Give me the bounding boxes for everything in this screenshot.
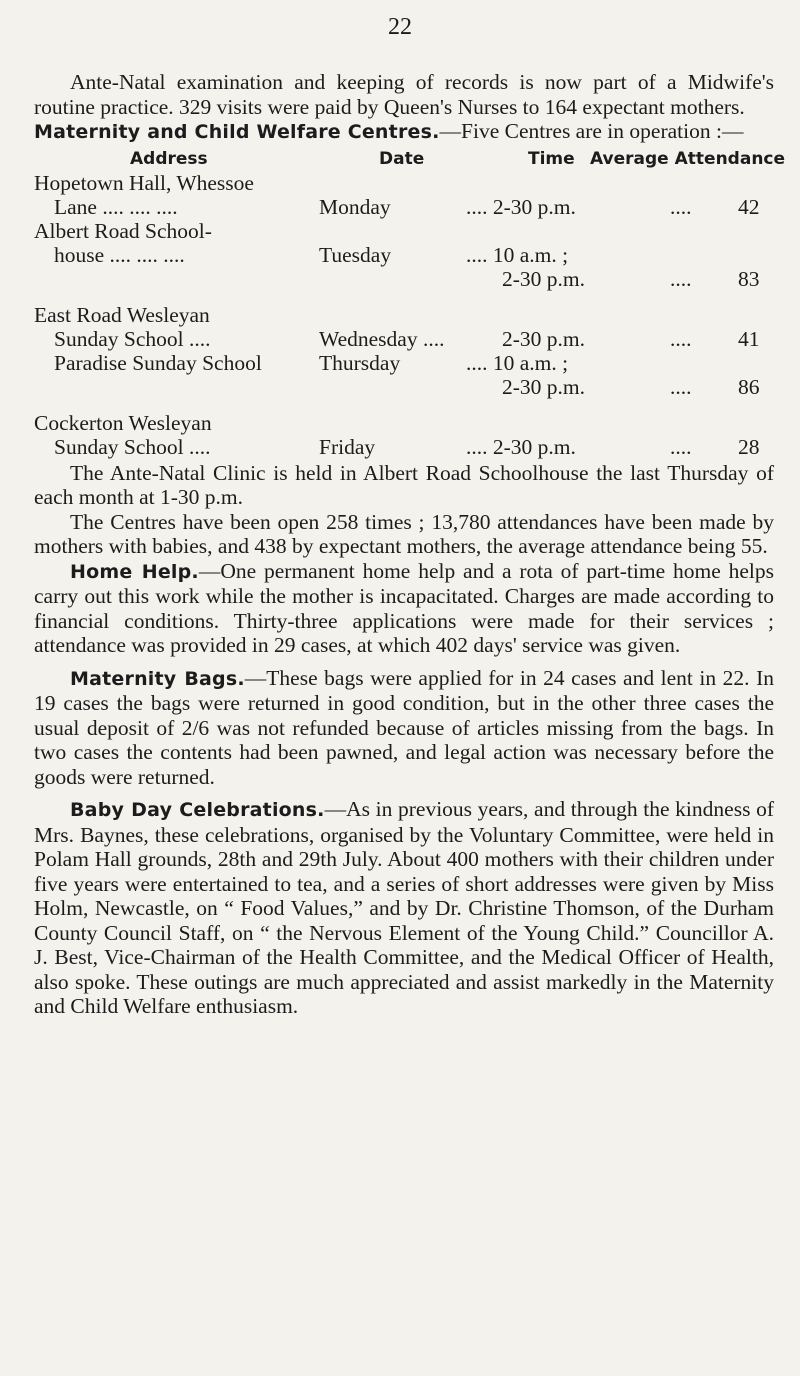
centre-time: 2-30 p.m.: [502, 326, 586, 351]
centre-attendance: 86: [738, 374, 760, 399]
centre-time-2: 2-30 p.m.: [502, 266, 586, 291]
centres-table: [34, 145, 786, 517]
leader-dots: ....: [670, 194, 692, 219]
intro-paragraph: Ante-Natal examination and keeping of records is now part of a Midwife's routine practice. 329 visits were paid by Queen's Nurses to 164 expectant mothers.: [34, 70, 774, 119]
centre-address-line1: Albert Road School-: [34, 218, 212, 243]
ante-natal-clinic-paragraph: The Ante-Natal Clinic is held in Albert Road Schoolhouse the last Thursday of each month at 1-30 p.m.: [34, 460, 774, 509]
centre-time: .... 10 a.m. ;: [466, 242, 569, 267]
centre-time: .... 10 a.m. ;: [466, 350, 569, 375]
home-help-heading: Home Help.: [70, 560, 199, 583]
centre-day: Tuesday: [319, 242, 392, 267]
centre-address-line1: East Road Wesleyan: [34, 302, 210, 327]
centre-time: .... 2-30 p.m.: [466, 194, 576, 219]
maternity-bags-heading: Maternity Bags.: [70, 667, 245, 690]
page-number: 22: [388, 14, 412, 40]
column-attendance: Average Attendance: [590, 148, 786, 169]
leader-dots: ....: [670, 326, 692, 351]
centre-address-line1: Cockerton Wesleyan: [34, 410, 212, 435]
baby-day-heading: Baby Day Celebrations.: [70, 799, 325, 821]
centre-address-line1: Paradise Sunday School: [54, 350, 262, 375]
column-address: Address: [130, 148, 208, 169]
home-help-text: —One permanent home help and a rota of part-time home helps carry out this work while the mother is incapacitated. Charges are made according to financial conditions. Thirty-three applications were made for their services ; attendance was provided in 29 cases, at which 402 days' service was given.: [34, 558, 774, 657]
centres-statistics-paragraph: The Centres have been open 258 times ; 13,780 attendances have been made by mothers with babies, and 438 by expectant mothers, the average attendance being 55.: [34, 509, 774, 558]
centre-address-line2: house .... .... ....: [54, 242, 185, 267]
maternity-centres-heading: Maternity and Child Welfare Centres.: [34, 121, 440, 143]
page-body: [34, 70, 786, 1019]
maternity-bags-paragraph: [34, 666, 774, 790]
leader-dots: ....: [670, 374, 692, 399]
maternity-centres-paragraph: [34, 119, 774, 145]
maternity-centres-text: —Five Centres are in operation :—: [439, 119, 744, 143]
maternity-bags-text: —These bags were applied for in 24 cases and lent in 22. In 19 cases the bags were returned in good condition, but in the other three cases the usual deposit of 2/6 was not refunded because of articles missing from the bags. In two cases the contents had been pawned, and legal action was necessary before the goods were returned.: [34, 665, 775, 789]
centre-attendance: 41: [738, 326, 760, 351]
leader-dots: ....: [670, 434, 692, 459]
centre-day: Monday: [319, 194, 391, 219]
centre-attendance: 42: [738, 194, 760, 219]
centre-time-2: 2-30 p.m.: [502, 374, 586, 399]
home-help-paragraph: [34, 559, 774, 658]
column-time: Time: [528, 148, 575, 169]
centre-day: Thursday: [319, 350, 401, 375]
baby-day-text: —As in previous years, and through the kindness of Mrs. Baynes, these celebrations, organised by the Voluntary Committee, were held in Polam Hall grounds, 28th and 29th July. About 400 mothers with their children under five years were entertained to tea, and a series of short addresses were given by Miss Holm, Newcastle, on “ Food Values,” and by Dr. Christine Thomson, of the Durham County Council Staff, on “ the Nervous Element of the Young Child.” Councillor A. J. Best, Vice-Chairman of the Health Committee, and the Medical Officer of Health, also spoke. These outings are much appreciated and assist markedly in the Maternity and Child Welfare enthusiasm.: [34, 797, 774, 1018]
centre-attendance: 28: [738, 434, 760, 459]
centre-address-line2: Sunday School ....: [54, 434, 211, 459]
centre-day: Wednesday ....: [319, 326, 445, 351]
centre-address-line2: Lane .... .... ....: [54, 194, 178, 219]
baby-day-paragraph: [34, 797, 774, 1019]
centre-address-line2: Sunday School ....: [54, 326, 211, 351]
centre-attendance: 83: [738, 266, 760, 291]
centre-time: .... 2-30 p.m.: [466, 434, 576, 459]
centre-day: Friday: [319, 434, 376, 459]
leader-dots: ....: [670, 266, 692, 291]
column-date: Date: [379, 148, 425, 169]
centre-address-line1: Hopetown Hall, Whessoe: [34, 170, 254, 195]
